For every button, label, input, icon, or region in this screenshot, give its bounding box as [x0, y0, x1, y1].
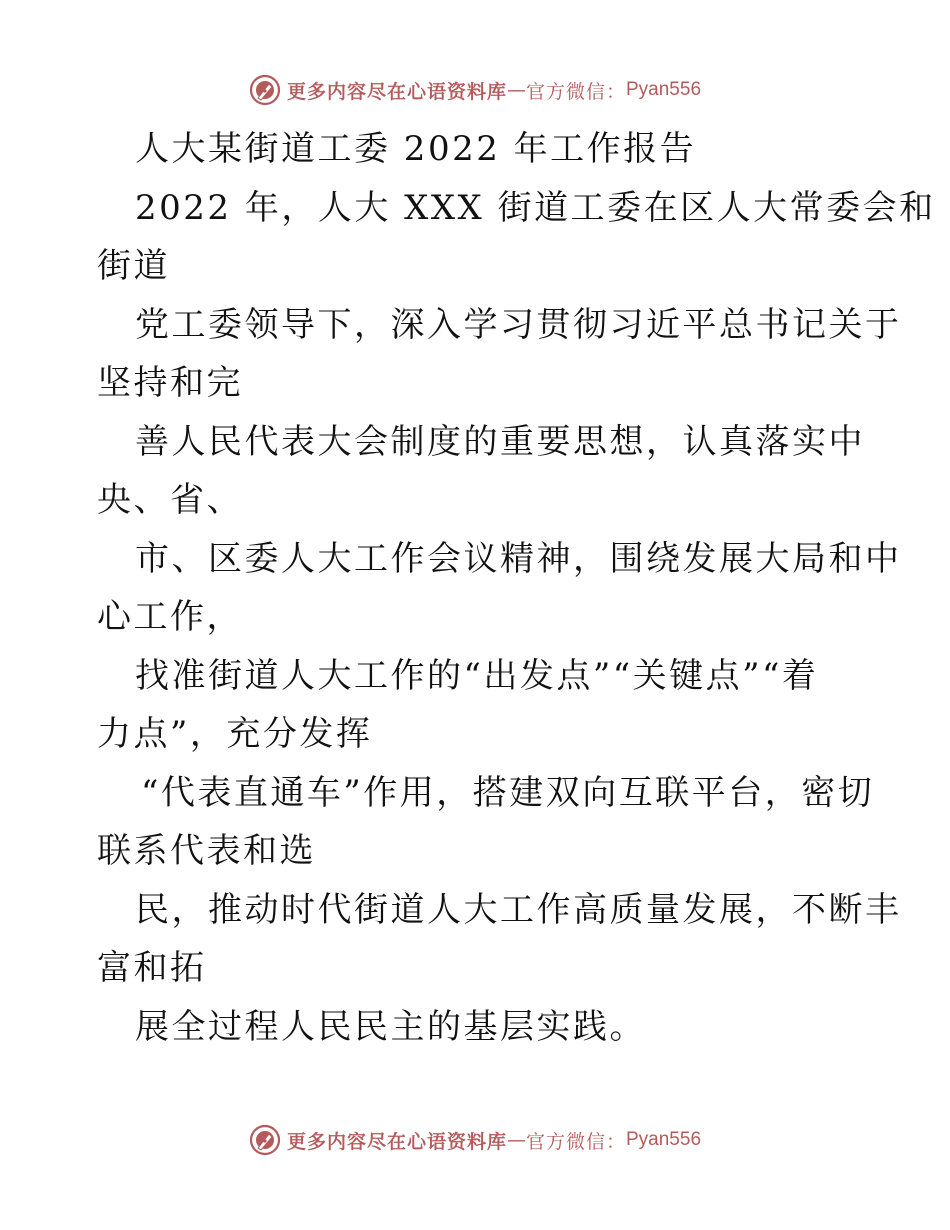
paragraph-line: 心工作， — [97, 597, 243, 637]
watermark-text: 更多内容尽在心语资料库 — [286, 80, 507, 103]
paragraph-line: 力点”，充分发挥 — [97, 714, 373, 754]
watermark-wechat-id: Pyan556 — [626, 79, 702, 100]
watermark-dash: — — [506, 79, 526, 101]
paragraph-line: 民，推动时代街道人大工作高质量发展，不断丰 — [135, 889, 902, 930]
paragraph-line: 联系代表和选 — [97, 831, 316, 871]
document-title: 人大某街道工委 2022 年工作报告 — [135, 129, 697, 169]
document-body — [97, 120, 936, 1056]
paragraph-line: 2022 年，人大 XXX 街道工委在区人大常委会和 — [135, 187, 936, 228]
watermark-wechat-label: 官方微信： — [525, 1130, 626, 1153]
footer-watermark — [0, 1120, 950, 1160]
watermark-wechat-label: 官方微信： — [525, 80, 626, 103]
pen-nib-logo-icon — [249, 1124, 281, 1156]
watermark-wechat-id: Pyan556 — [626, 1129, 702, 1150]
paragraph-line: 央、省、 — [97, 480, 243, 520]
paragraph-line: 富和拓 — [97, 948, 207, 988]
paragraph-line: 党工委领导下，深入学习贯彻习近平总书记关于 — [135, 304, 902, 345]
paragraph-line: 市、区委人大工作会议精神，围绕发展大局和中 — [135, 538, 902, 579]
paragraph-line: 街道 — [97, 246, 170, 286]
watermark-text: 更多内容尽在心语资料库 — [286, 1130, 507, 1153]
paragraph-line: 展全过程人民民主的基层实践。 — [135, 1006, 646, 1047]
paragraph-line: “代表直通车”作用，搭建双向互联平台，密切 — [141, 772, 875, 813]
pen-nib-logo-icon — [249, 74, 281, 106]
paragraph-line: 善人民代表大会制度的重要思想，认真落实中 — [135, 421, 865, 462]
header-watermark — [0, 70, 950, 110]
paragraph-line: 坚持和完 — [97, 363, 243, 403]
paragraph-line: 找准街道人大工作的“出发点”“关键点”“着 — [135, 655, 819, 696]
watermark-dash: — — [506, 1129, 526, 1151]
